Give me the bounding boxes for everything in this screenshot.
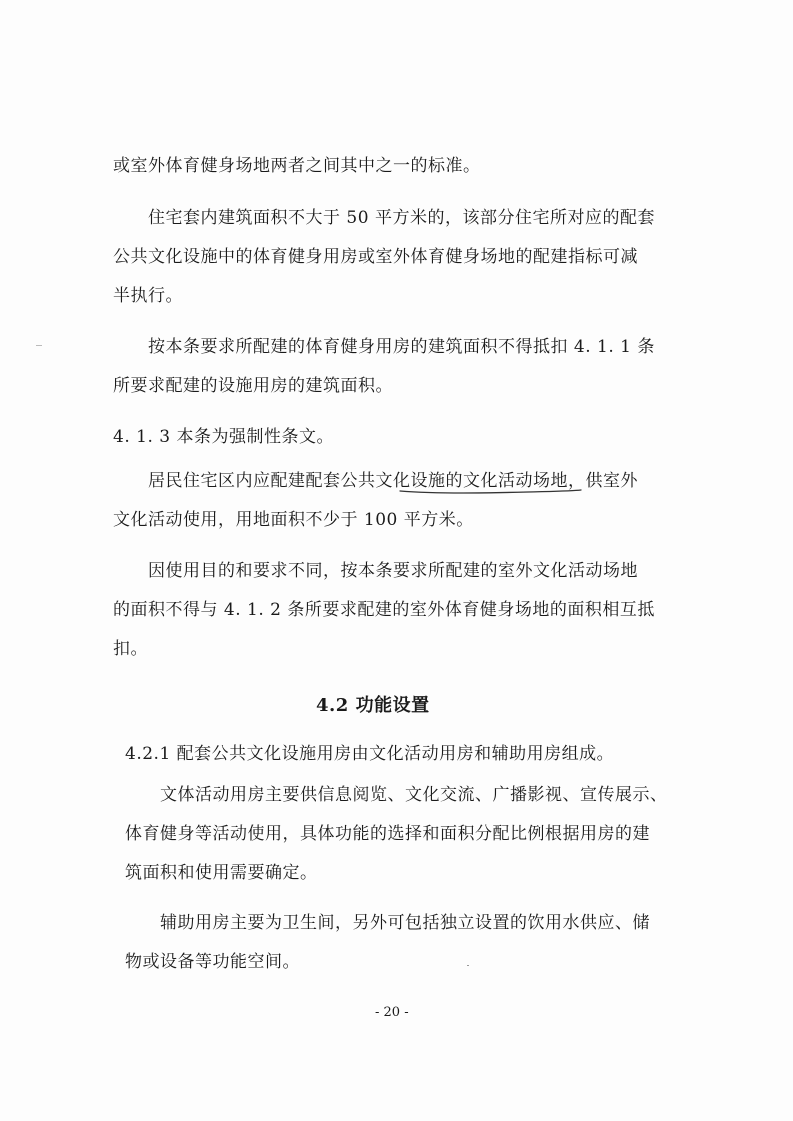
paragraph-line: 因使用目的和要求不同，按本条要求所配建的室外文化活动场地 bbox=[148, 561, 638, 581]
paragraph-line: 居民住宅区内应配建配套公共文化设施的文化活动场地，供室外 bbox=[148, 471, 638, 491]
paragraph-line: 按本条要求所配建的体育健身用房的建筑面积不得抵扣 4. 1. 1 条 bbox=[148, 337, 655, 357]
paragraph-line: 的面积不得与 4. 1. 2 条所要求配建的室外体育健身场地的面积相互抵 bbox=[113, 600, 655, 620]
paragraph-line: 所要求配建的设施用房的建筑面积。 bbox=[113, 376, 393, 396]
paragraph-line: 文体活动用房主要供信息阅览、文化交流、广播影视、宣传展示、 bbox=[160, 785, 668, 805]
paragraph-line: 辅助用房主要为卫生间，另外可包括独立设置的饮用水供应、储 bbox=[160, 913, 650, 933]
margin-mark bbox=[36, 345, 42, 346]
section-heading: 4.2 功能设置 bbox=[316, 695, 430, 716]
paragraph-line: 体育健身等活动使用，具体功能的选择和面积分配比例根据用房的建 bbox=[125, 824, 650, 844]
paragraph-line: 文化活动使用，用地面积不少于 100 平方米。 bbox=[113, 510, 474, 530]
scan-speck bbox=[467, 965, 469, 966]
paragraph-line: 半执行。 bbox=[113, 286, 183, 306]
paragraph-line: 扣。 bbox=[113, 639, 148, 659]
handwritten-underline bbox=[398, 488, 583, 496]
paragraph-line: 筑面积和使用需要确定。 bbox=[125, 863, 318, 883]
paragraph-line: 物或设备等功能空间。 bbox=[125, 952, 300, 972]
page-number: - 20 - bbox=[375, 1005, 409, 1020]
paragraph-line: 住宅套内建筑面积不大于 50 平方米的，该部分住宅所对应的配套 bbox=[148, 208, 655, 228]
paragraph-line: 或室外体育健身场地两者之间其中之一的标准。 bbox=[113, 156, 481, 176]
paragraph-line: 公共文化设施中的体育健身用房或室外体育健身场地的配建指标可减 bbox=[113, 247, 638, 267]
clause-number-line: 4. 1. 3 本条为强制性条文。 bbox=[113, 427, 334, 447]
clause-line: 4.2.1 配套公共文化设施用房由文化活动用房和辅助用房组成。 bbox=[125, 744, 615, 764]
